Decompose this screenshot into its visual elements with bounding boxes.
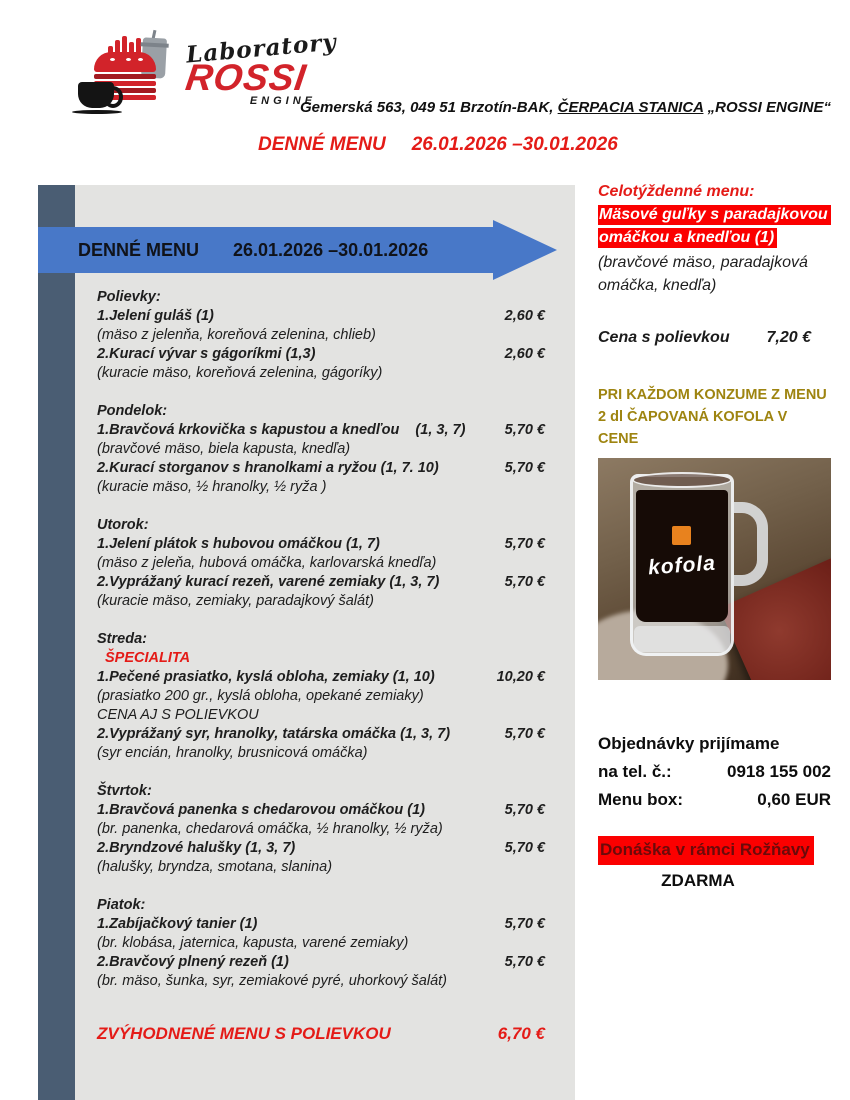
menu-item-price: 5,70 € xyxy=(504,726,545,742)
menu-item-row xyxy=(97,725,545,744)
menu-item-row xyxy=(97,535,545,554)
delivery-highlight: Donáška v rámci Rožňavy xyxy=(598,836,814,865)
menu-item-price: 2,60 € xyxy=(504,346,545,362)
menu-item-row xyxy=(97,345,545,364)
menu-item-ingredients: (bravčové mäso, biela kapusta, knedľa) xyxy=(97,441,351,457)
menu-item-name: 2.Bravčový plnený rezeň (1) xyxy=(97,954,289,970)
menubox-row xyxy=(598,786,831,814)
discounted-menu-price: 6,70 € xyxy=(497,1024,545,1043)
orders-line1: Objednávky prijímame xyxy=(598,734,780,753)
specialty-label: ŠPECIALITA xyxy=(105,650,191,666)
menu-item-ingredients: (halušky, bryndza, smotana, slanina) xyxy=(97,859,333,875)
menu-item-name: 2.Kurací vývar s gágoríkmi (1,3) xyxy=(97,346,316,362)
menu-section-soups xyxy=(97,288,545,383)
soup-price-value: 7,20 € xyxy=(766,329,811,346)
banner-arrow-head xyxy=(493,220,557,280)
kofola-logo-square xyxy=(672,526,691,545)
menu-item-price: 5,70 € xyxy=(504,422,545,438)
menu-item-row xyxy=(97,668,545,687)
menu-item-price: 5,70 € xyxy=(504,574,545,590)
logo-burger-art xyxy=(78,36,198,120)
menu-section-tuesday xyxy=(97,516,545,611)
banner-label: DENNÉ MENU xyxy=(78,239,200,260)
menu-content xyxy=(97,288,545,1043)
menu-item-row xyxy=(97,953,545,972)
menu-section-thursday xyxy=(97,782,545,877)
address-underlined: ČERPACIA STANICA xyxy=(557,99,704,116)
address-suffix: „ROSSI ENGINE“ xyxy=(703,99,831,116)
menu-item-name: 1.Bravčová panenka s chedarovou omáčkou (1) xyxy=(97,802,425,818)
section-heading: Pondelok: xyxy=(97,403,168,419)
menu-item-name: 1.Bravčová krkovička s kapustou a knedľou (1, 3, 7) xyxy=(97,422,466,438)
sidebar xyxy=(598,180,831,894)
weekly-menu-heading: Celotýždenné menu: xyxy=(598,183,755,200)
menu-item-price: 10,20 € xyxy=(496,669,545,685)
weekly-ingr-line1: (bravčové mäso, paradajková xyxy=(598,254,808,271)
menu-item-price: 5,70 € xyxy=(504,954,545,970)
menu-item-ingredients: (br. klobása, jaternica, kapusta, varené zemiaky) xyxy=(97,935,409,951)
menu-item-row xyxy=(97,839,545,858)
coffee-cup-icon xyxy=(78,82,114,108)
menubox-label: Menu box: xyxy=(598,790,683,809)
menu-item-name: 2.Vyprážaný kurací rezeň, varené zemiaky (1, 3, 7) xyxy=(97,574,440,590)
section-heading: Utorok: xyxy=(97,517,149,533)
kofola-mug-icon xyxy=(630,474,734,656)
menu-item-ingredients: (mäso z jeleňa, hubová omáčka, karlovarská knedľa) xyxy=(97,555,437,571)
menubox-price: 0,60 EUR xyxy=(757,790,831,809)
phone-row xyxy=(598,758,831,786)
address-prefix: Gemerská 563, 049 51 Brzotín-BAK, xyxy=(300,99,558,116)
section-heading: Polievky: xyxy=(97,289,161,305)
logo-sub-name: ENGINE xyxy=(249,95,316,107)
kofola-photo xyxy=(598,458,831,680)
menu-section-wednesday xyxy=(97,630,545,763)
document-title xyxy=(258,134,618,156)
restaurant-logo xyxy=(78,28,338,120)
menu-item-price: 5,70 € xyxy=(504,840,545,856)
discounted-menu-label: ZVÝHODNENÉ MENU S POLIEVKOU xyxy=(97,1024,391,1043)
menu-panel xyxy=(38,185,575,1100)
phone-number: 0918 155 002 xyxy=(727,762,831,781)
section-heading: Streda: xyxy=(97,631,147,647)
delivery-info xyxy=(598,836,831,894)
menu-item-row xyxy=(97,421,545,440)
promo-line1: PRI KAŽDOM KONZUME Z MENU xyxy=(598,387,827,403)
delivery-free-label: ZDARMA xyxy=(661,871,735,890)
menu-item-ingredients: (prasiatko 200 gr., kyslá obloha, opekané zemiaky) xyxy=(97,688,424,704)
weekly-menu-dish xyxy=(598,203,831,249)
menu-section-monday xyxy=(97,402,545,497)
menu-item-row xyxy=(97,459,545,478)
phone-label: na tel. č.: xyxy=(598,762,672,781)
menu-item-price: 5,70 € xyxy=(504,460,545,476)
menu-item-ingredients: (syr encián, hranolky, brusnicová omáčka) xyxy=(97,745,368,761)
promo-line2: 2 dl ČAPOVANÁ KOFOLA V CENE xyxy=(598,409,788,447)
banner-dates: 26.01.2026 –30.01.2026 xyxy=(233,239,429,260)
section-heading: Štvrtok: xyxy=(97,783,152,799)
document-title-label: DENNÉ MENU xyxy=(258,134,386,155)
menu-item-ingredients: (br. mäso, šunka, syr, zemiakové pyré, uhorkový šalát) xyxy=(97,973,448,989)
menu-section-friday xyxy=(97,896,545,991)
menu-item-price: 5,70 € xyxy=(504,916,545,932)
menu-item-price: 5,70 € xyxy=(504,536,545,552)
menu-item-note: CENA AJ S POLIEVKOU xyxy=(97,707,259,723)
menu-item-row xyxy=(97,307,545,326)
orders-info xyxy=(598,730,831,814)
decorative-side-bar xyxy=(38,185,75,1100)
document-title-dates: 26.01.2026 –30.01.2026 xyxy=(411,134,618,155)
menu-item-ingredients: (br. panenka, chedarová omáčka, ½ hranolky, ½ ryža) xyxy=(97,821,443,837)
soup-price-row xyxy=(598,329,831,347)
menu-item-row xyxy=(97,801,545,820)
restaurant-address xyxy=(300,99,830,116)
logo-script-text: Laboratory xyxy=(185,28,338,69)
menu-item-price: 2,60 € xyxy=(504,308,545,324)
banner-title xyxy=(38,240,428,261)
menu-item-name: 2.Bryndzové halušky (1, 3, 7) xyxy=(97,840,296,856)
menu-banner-arrow xyxy=(38,227,557,273)
menu-item-price: 5,70 € xyxy=(504,802,545,818)
section-heading: Piatok: xyxy=(97,897,146,913)
menu-item-name: 2.Vyprážaný syr, hranolky, tatárska omáčka (1, 3, 7) xyxy=(97,726,451,742)
menu-item-ingredients: (kuracie mäso, zemiaky, paradajkový šalát) xyxy=(97,593,374,609)
menu-item-name: 1.Jelení guláš (1) xyxy=(97,308,214,324)
weekly-menu-ingredients xyxy=(598,251,831,297)
soup-price-label: Cena s polievkou xyxy=(598,329,730,346)
menu-item-row xyxy=(97,573,545,592)
menu-item-name: 1.Pečené prasiatko, kyslá obloha, zemiaky (1, 10) xyxy=(97,669,435,685)
menu-item-ingredients: (kuracie mäso, koreňová zelenina, gágoríky) xyxy=(97,365,383,381)
weekly-dish-line1: Mäsové guľky s paradajkovou xyxy=(598,205,831,225)
weekly-ingr-line2: omáčka, knedľa) xyxy=(598,277,717,294)
kofola-brand-text: kofola xyxy=(647,551,717,580)
menu-item-name: 1.Zabíjačkový tanier (1) xyxy=(97,916,258,932)
kofola-promo-text xyxy=(598,384,831,450)
menu-item-ingredients: (kuracie mäso, ½ hranolky, ½ ryža ) xyxy=(97,479,327,495)
logo-brand-name: ROSSI xyxy=(183,57,310,98)
menu-item-ingredients: (mäso z jelenňa, koreňová zelenina, chlieb) xyxy=(97,327,376,343)
menu-item-row xyxy=(97,915,545,934)
menu-item-name: 2.Kurací storganov s hranolkami a ryžou (1, 7. 10) xyxy=(97,460,439,476)
discounted-menu-row xyxy=(97,1024,545,1043)
weekly-dish-line2: omáčkou a knedľou (1) xyxy=(598,228,777,248)
menu-item-name: 1.Jelení plátok s hubovou omáčkou (1, 7) xyxy=(97,536,380,552)
